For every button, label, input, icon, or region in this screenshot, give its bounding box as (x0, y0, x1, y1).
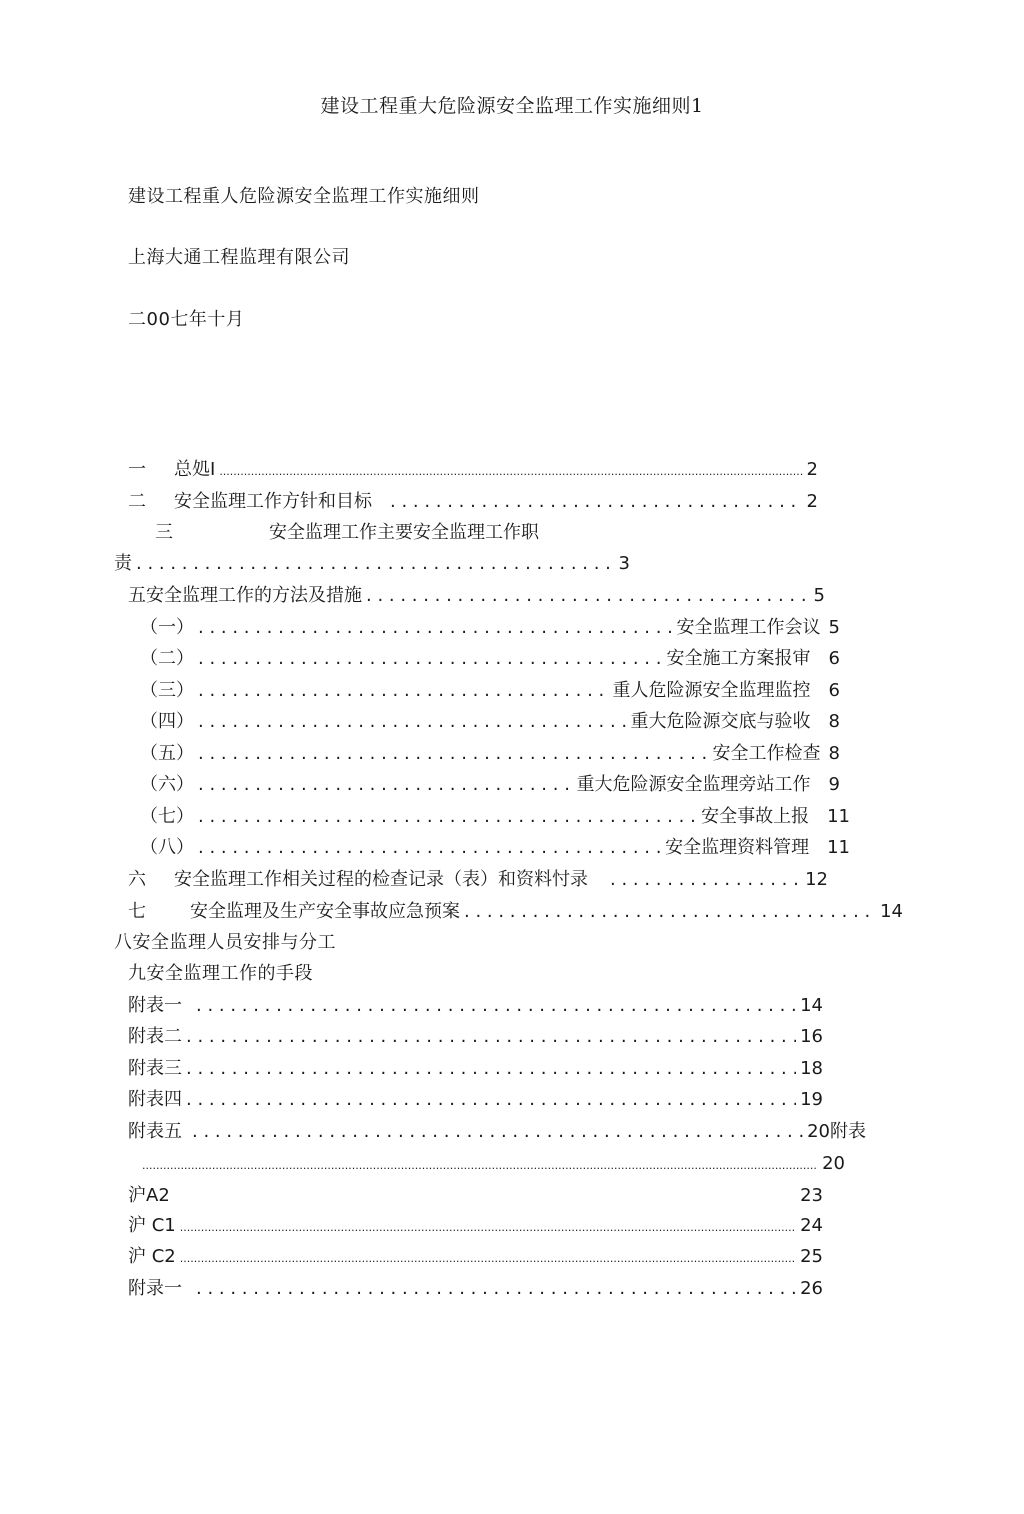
toc-leader-dots (198, 679, 609, 703)
toc-entry-label: 重人危险源安全监理监控 (612, 680, 811, 701)
toc-leader-dots (180, 1247, 796, 1271)
toc-entry-label: 沪A2 (128, 1185, 170, 1206)
toc-entry-number: （五） (140, 743, 194, 764)
toc-leader-dots (198, 773, 573, 797)
toc-sub-entry-7[interactable] (140, 805, 850, 829)
toc-leader-dots (186, 1057, 796, 1081)
toc-sub-entry-3[interactable] (140, 679, 840, 703)
toc-entry-label: 安全监理资料管理 (665, 837, 810, 858)
toc-entry-label: 安全工作检查 (712, 743, 821, 764)
toc-leader-dots (464, 900, 876, 924)
toc-entry-label: 附表四 (128, 1089, 182, 1110)
cover-subtitle: 建设工程重人危险源安全监理工作实施细则 (128, 186, 480, 207)
toc-entry-page: 20附表 (807, 1121, 866, 1142)
toc-leader-dots (198, 710, 627, 734)
toc-entry-number: 七 (128, 901, 146, 922)
toc-entry-label: 安全监理工作相关过程的检查记录（表）和资料忖录 (174, 869, 588, 890)
toc-appendix-2[interactable] (128, 1025, 823, 1049)
toc-entry-5[interactable] (128, 584, 825, 608)
toc-entry-label: 沪 C2 (128, 1246, 176, 1267)
toc-entry-label: 重大危险源交底与验收 (630, 711, 811, 732)
toc-form-hu-a2[interactable] (128, 1184, 823, 1208)
toc-entry-8[interactable]: 八安全监理人员安排与分工 (114, 932, 336, 953)
toc-entry-number: （二） (140, 648, 194, 669)
toc-entry-number: （一） (140, 617, 194, 638)
toc-entry-page: 5 (813, 585, 825, 606)
toc-sub-entry-5[interactable] (140, 742, 840, 766)
toc-sub-entry-1[interactable] (140, 616, 840, 640)
toc-entry-number: （六） (140, 774, 194, 795)
toc-appendix-5[interactable] (128, 1120, 866, 1144)
toc-entry-label: 附录一 (128, 1278, 182, 1299)
toc-entry-page: 2 (806, 491, 818, 512)
toc-sub-entry-6[interactable] (140, 773, 840, 797)
toc-entry-3[interactable] (155, 521, 575, 545)
toc-entry-label: 附表二 (128, 1026, 182, 1047)
toc-sub-entry-8[interactable] (140, 836, 850, 860)
toc-leader-dots (198, 836, 661, 860)
toc-entry-page: 6 (828, 648, 840, 669)
toc-appendix-1[interactable] (128, 994, 823, 1018)
toc-entry-7[interactable] (128, 900, 903, 924)
toc-entry-label: 安全事故上报 (701, 806, 810, 827)
toc-entry-label: 安全监理工作会议 (676, 617, 821, 638)
toc-leader-dots (198, 805, 697, 829)
document-title: 建设工程重大危险源安全监理工作实施细则1 (320, 95, 704, 117)
toc-leader-dots (186, 1025, 796, 1049)
cover-company: 上海大通工程监理有限公司 (128, 247, 350, 268)
toc-entry-number: 一 (128, 459, 146, 480)
toc-entry-page: 8 (828, 743, 840, 764)
toc-entry-page: 18 (800, 1058, 823, 1079)
toc-leader-dots (196, 994, 796, 1018)
toc-entry-page: 12 (805, 869, 828, 890)
toc-leader-dots (198, 647, 663, 671)
toc-entry-page: 14 (800, 995, 823, 1016)
toc-leader-dots (136, 552, 615, 576)
toc-entry-label: 附表一 (128, 995, 182, 1016)
toc-entry-page: 9 (828, 774, 840, 795)
toc-entry-page: 3 (618, 553, 630, 574)
toc-entry-6[interactable] (128, 868, 828, 892)
toc-leader-dots (192, 1120, 803, 1144)
toc-entry-page: 5 (828, 617, 840, 638)
toc-entry-page: 2 (806, 459, 818, 480)
toc-leader-dots (198, 742, 709, 766)
toc-entry-9[interactable]: 九安全监理工作的手段 (128, 963, 313, 984)
toc-entry-label: 沪 C1 (128, 1215, 176, 1236)
toc-leader-dots (610, 868, 801, 892)
toc-entry-number: （三） (140, 680, 194, 701)
toc-appendix-3[interactable] (128, 1057, 823, 1081)
toc-leader-dots (219, 460, 802, 484)
toc-entry-page: 20 (822, 1153, 845, 1174)
toc-entry-label: 安全监理工作主要安全监理工作职 (269, 522, 539, 543)
toc-leader-dots (180, 1216, 796, 1240)
toc-entry-number: 二 (128, 491, 146, 512)
toc-entry-label: 附表五 (128, 1121, 182, 1142)
toc-entry-3-cont[interactable] (114, 552, 630, 576)
toc-entry-number: （八） (140, 837, 194, 858)
toc-sub-entry-4[interactable] (140, 710, 840, 734)
toc-entry-label: 责 (114, 553, 132, 574)
toc-leader-dots (198, 616, 673, 640)
toc-fulu-1[interactable] (128, 1277, 823, 1301)
toc-entry-number: 三 (155, 522, 173, 543)
toc-entry-page: 16 (800, 1026, 823, 1047)
toc-entry-label: 安全监理及生产安全事故应急预案 (190, 901, 460, 922)
toc-entry-page: 19 (800, 1089, 823, 1110)
toc-entry-page: 14 (880, 901, 903, 922)
toc-entry-label: 重大危险源安全监理旁站工作 (576, 774, 811, 795)
toc-leader-dots (186, 1088, 796, 1112)
toc-leader-dots (142, 1154, 818, 1178)
toc-entry-page: 23 (800, 1185, 823, 1206)
toc-entry-label: 总処I (174, 459, 216, 480)
toc-entry-page: 8 (828, 711, 840, 732)
toc-entry-page: 25 (800, 1246, 823, 1267)
toc-form-hu-c1[interactable] (128, 1214, 823, 1240)
toc-entry-label: 五安全监理工作的方法及措施 (128, 585, 362, 606)
toc-entry-number: 六 (128, 869, 146, 890)
toc-leader-dots (366, 584, 810, 608)
toc-entry-number: （四） (140, 711, 194, 732)
cover-date: 二00七年十月 (128, 309, 245, 330)
toc-entry-page: 11 (827, 837, 850, 858)
toc-entry-label: 附表三 (128, 1058, 182, 1079)
toc-appendix-5-cont[interactable] (142, 1152, 845, 1178)
toc-entry-label: 安全施工方案报审 (666, 648, 811, 669)
toc-appendix-4[interactable] (128, 1088, 823, 1112)
toc-entry-number: （七） (140, 806, 194, 827)
toc-sub-entry-2[interactable] (140, 647, 840, 671)
toc-leader-dots (196, 1277, 796, 1301)
toc-entry-label: 安全监理工作方针和目标 (174, 491, 372, 512)
toc-entry-page: 11 (827, 806, 850, 827)
toc-leader-dots (390, 490, 803, 514)
toc-form-hu-c2[interactable] (128, 1245, 823, 1271)
toc-entry-page: 6 (828, 680, 840, 701)
toc-entry-2[interactable] (128, 490, 818, 514)
toc-entry-1[interactable] (128, 458, 818, 484)
toc-entry-page: 24 (800, 1215, 823, 1236)
toc-entry-page: 26 (800, 1278, 823, 1299)
